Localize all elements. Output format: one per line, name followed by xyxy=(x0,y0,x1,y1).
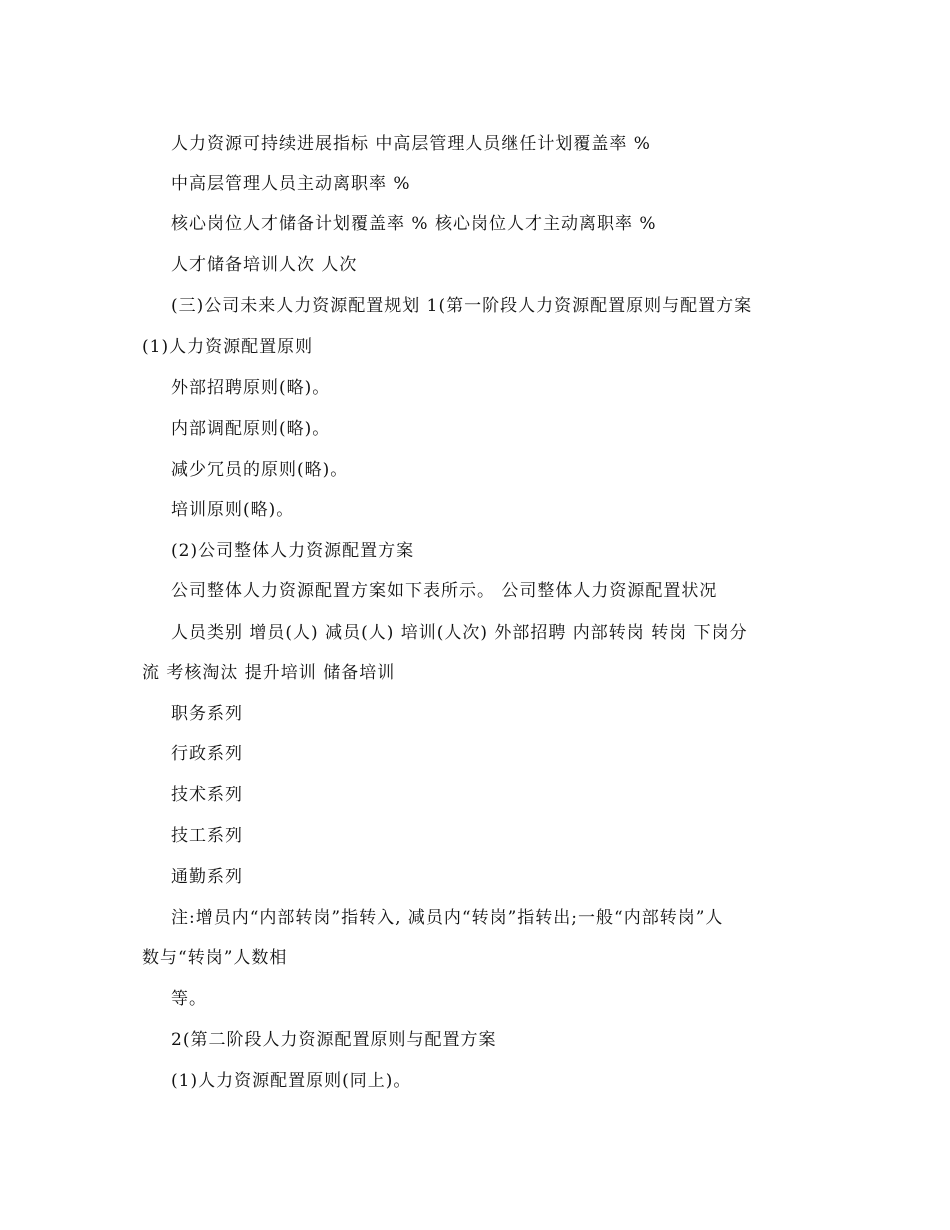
text-line: 外部招聘原则(略)。 xyxy=(171,378,331,398)
subsection-heading: (1)人力资源配置原则(同上)。 xyxy=(171,1071,412,1091)
subsection-heading: (2)公司整体人力资源配置方案 xyxy=(171,541,415,561)
note-line: 等。 xyxy=(171,989,207,1009)
text-line: 减少冗员的原则(略)。 xyxy=(171,460,349,480)
table-row-label: 通勤系列 xyxy=(171,867,243,887)
table-header-line: 人员类别 增员(人) 减员(人) 培训(人次) 外部招聘 内部转岗 转岗 下岗分 xyxy=(171,623,748,643)
note-line: 数与“转岗”人数相 xyxy=(142,948,288,968)
text-line: 培训原则(略)。 xyxy=(171,500,295,520)
text-line: 人力资源可持续进展指标 中高层管理人员继任计划覆盖率 % xyxy=(171,134,651,154)
text-line: 内部调配原则(略)。 xyxy=(171,419,331,439)
text-line: 中高层管理人员主动离职率 % xyxy=(171,174,411,194)
text-line: 人才储备培训人次 人次 xyxy=(171,255,358,275)
text-line: 核心岗位人才储备计划覆盖率 % 核心岗位人才主动离职率 % xyxy=(171,214,657,234)
note-line: 注:增员内“内部转岗”指转入, 减员内“转岗”指转出;一般“内部转岗”人 xyxy=(171,908,724,928)
text-line: 公司整体人力资源配置方案如下表所示。 公司整体人力资源配置状况 xyxy=(171,581,718,601)
table-row-label: 行政系列 xyxy=(171,744,243,764)
section-heading: (三)公司未来人力资源配置规划 1(第一阶段人力资源配置原则与配置方案 xyxy=(171,296,753,316)
table-header-line: 流 考核淘汰 提升培训 储备培训 xyxy=(142,663,396,683)
table-row-label: 职务系列 xyxy=(171,704,243,724)
subsection-heading: (1)人力资源配置原则 xyxy=(142,337,314,357)
table-row-label: 技工系列 xyxy=(171,826,243,846)
section-heading: 2(第二阶段人力资源配置原则与配置方案 xyxy=(171,1030,497,1050)
table-row-label: 技术系列 xyxy=(171,785,243,805)
